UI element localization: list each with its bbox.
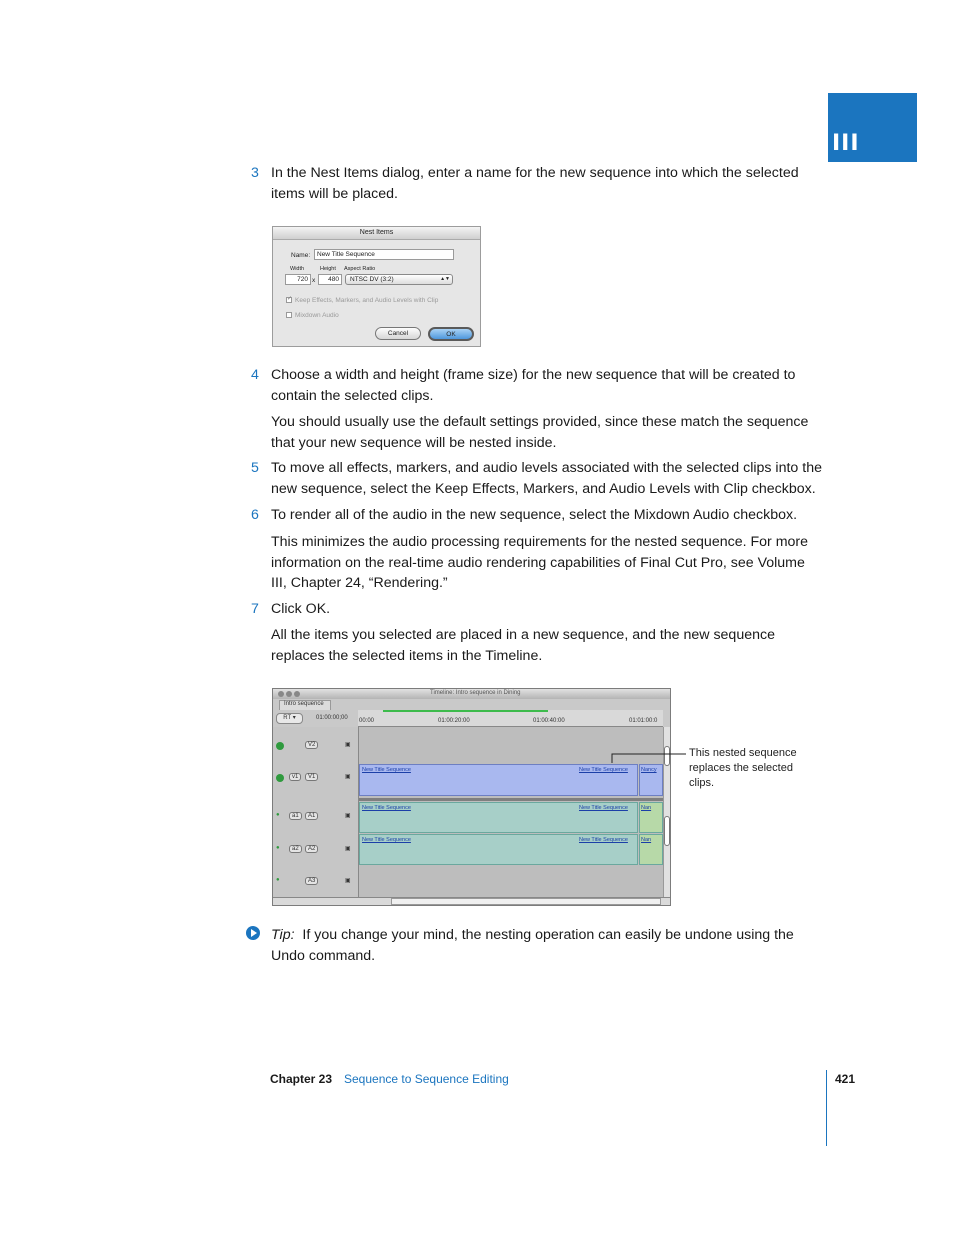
track-visibility-icon[interactable] — [276, 774, 284, 782]
footer-chapter-title: Sequence to Sequence Editing — [344, 1072, 509, 1086]
tip-label: Tip: — [271, 927, 295, 943]
aspect-label: Aspect Ratio — [344, 266, 376, 272]
cancel-button[interactable]: Cancel — [375, 327, 421, 340]
ruler-tick: 00:00 — [359, 718, 375, 724]
clip-label: Nan — [641, 805, 652, 811]
page-number: 421 — [835, 1072, 856, 1086]
render-bar — [383, 710, 548, 712]
scroll-thumb[interactable] — [664, 816, 670, 846]
time-ruler[interactable] — [358, 710, 663, 727]
checkmark-icon: ✓ — [287, 296, 293, 302]
timeline-window — [272, 688, 671, 906]
sequence-tab-label: Intro sequence — [284, 701, 324, 707]
step-number: 6 — [251, 507, 259, 523]
clip-label: New Title Sequence — [362, 837, 411, 843]
aspect-ratio-value: NTSC DV (3:2) — [350, 276, 394, 283]
ruler-tick: 01:01:00:0 — [629, 718, 658, 724]
track-destination[interactable]: A2 — [305, 845, 318, 853]
step-number: 5 — [251, 460, 259, 476]
section-tab — [828, 93, 917, 162]
track-source[interactable]: v1 — [289, 773, 301, 781]
keep-effects-checkbox[interactable] — [286, 297, 292, 303]
clip-label: New Title Sequence — [362, 767, 411, 773]
clip-label: New Title Sequence — [579, 805, 628, 811]
callout-line — [610, 745, 690, 765]
aspect-ratio-popup[interactable] — [345, 274, 453, 285]
name-label: Name: — [291, 252, 311, 259]
track-source[interactable]: a1 — [289, 812, 302, 820]
track-destination[interactable]: A1 — [305, 812, 318, 820]
rt-label: RT — [283, 715, 292, 721]
lock-icon[interactable]: ▣ — [345, 742, 351, 748]
height-label: Height — [320, 266, 336, 272]
footer-chapter: Chapter 23 — [270, 1072, 333, 1086]
sequence-tab[interactable] — [279, 700, 331, 710]
minimize-window-icon[interactable] — [286, 691, 292, 697]
step-text: Choose a width and height (frame size) for the new sequence that will be created to contain the selected clips. — [271, 367, 796, 404]
width-input[interactable]: 720 — [285, 274, 311, 285]
close-window-icon[interactable] — [278, 691, 284, 697]
lock-icon[interactable]: ▣ — [345, 878, 351, 884]
clip-label: New Title Sequence — [579, 837, 628, 843]
tip-text: If you change your mind, the nesting operation can easily be undone using the Undo command. — [271, 927, 794, 964]
audio-track-icon[interactable]: ● — [276, 812, 280, 818]
height-input[interactable]: 480 — [318, 274, 342, 285]
clip-label: Nan — [641, 837, 652, 843]
callout-text: This nested sequence replaces the selected clips. — [689, 747, 797, 789]
step-number: 7 — [251, 601, 259, 617]
lock-icon[interactable]: ▣ — [345, 813, 351, 819]
popup-arrows-icon: ▲▼ — [440, 276, 450, 282]
zoom-slider[interactable] — [391, 898, 661, 905]
note-text: All the items you selected are placed in a new sequence, and the new sequence replaces the selected items in the Timeline. — [271, 627, 775, 664]
current-timecode: 01:00:00;00 — [316, 715, 348, 721]
lock-icon[interactable]: ▣ — [345, 846, 351, 852]
mixdown-audio-checkbox[interactable] — [286, 312, 292, 318]
track-visibility-icon[interactable] — [276, 742, 284, 750]
mixdown-audio-label: Mixdown Audio — [295, 312, 339, 319]
keep-effects-label: Keep Effects, Markers, and Audio Levels with Clip — [295, 297, 439, 304]
zoom-window-icon[interactable] — [294, 691, 300, 697]
note-text: You should usually use the default settings provided, since these match the sequence that your new sequence will be nested inside. — [271, 414, 809, 451]
ruler-tick: 01:00:40:00 — [533, 718, 565, 724]
clip-label: New Title Sequence — [362, 805, 411, 811]
ok-button[interactable]: OK — [428, 327, 474, 341]
track-destination[interactable]: V2 — [305, 741, 318, 749]
step-number: 3 — [251, 165, 259, 181]
lock-icon[interactable]: ▣ — [345, 774, 351, 780]
step-text: In the Nest Items dialog, enter a name for the new sequence into which the selected items will be placed. — [271, 165, 799, 202]
step-number: 4 — [251, 367, 259, 383]
section-tab-label: III — [832, 131, 860, 156]
track-source[interactable]: a2 — [289, 845, 302, 853]
tip-arrow-icon — [245, 925, 261, 941]
step-text: Click OK. — [271, 601, 331, 617]
step-text: To move all effects, markers, and audio levels associated with the selected clips into the new sequence, select the Keep Effects, Markers, and Audio Levels with Clip checkbox. — [271, 460, 822, 497]
name-input[interactable]: New Title Sequence — [314, 249, 454, 260]
step-text: To render all of the audio in the new sequence, select the Mixdown Audio checkbox. — [271, 507, 798, 523]
timeline-title: Timeline: Intro sequence in Dining — [430, 690, 521, 696]
width-label: Width — [290, 266, 305, 272]
nest-items-dialog — [272, 226, 481, 347]
footer-divider — [826, 1070, 827, 1146]
clip-label: New Title Sequence — [579, 767, 628, 773]
dialog-title: Nest Items — [273, 227, 480, 240]
note-text: This minimizes the audio processing requirements for the nested sequence. For more information on the real-time audio rendering capabilities of Final Cut Pro, see Volume III, Chapter 24, “Rendering.” — [271, 534, 809, 591]
clip-label: Nancy — [641, 767, 657, 773]
size-separator: x — [312, 277, 316, 284]
tip-paragraph — [271, 925, 821, 966]
ruler-tick: 01:00:20:00 — [438, 718, 470, 724]
track-destination[interactable]: A3 — [305, 877, 318, 885]
audio-track-icon[interactable]: ● — [276, 845, 280, 851]
audio-track-icon[interactable]: ● — [276, 877, 280, 883]
rt-popup[interactable]: RT ▾ — [276, 713, 303, 724]
track-destination[interactable]: V1 — [305, 773, 318, 781]
